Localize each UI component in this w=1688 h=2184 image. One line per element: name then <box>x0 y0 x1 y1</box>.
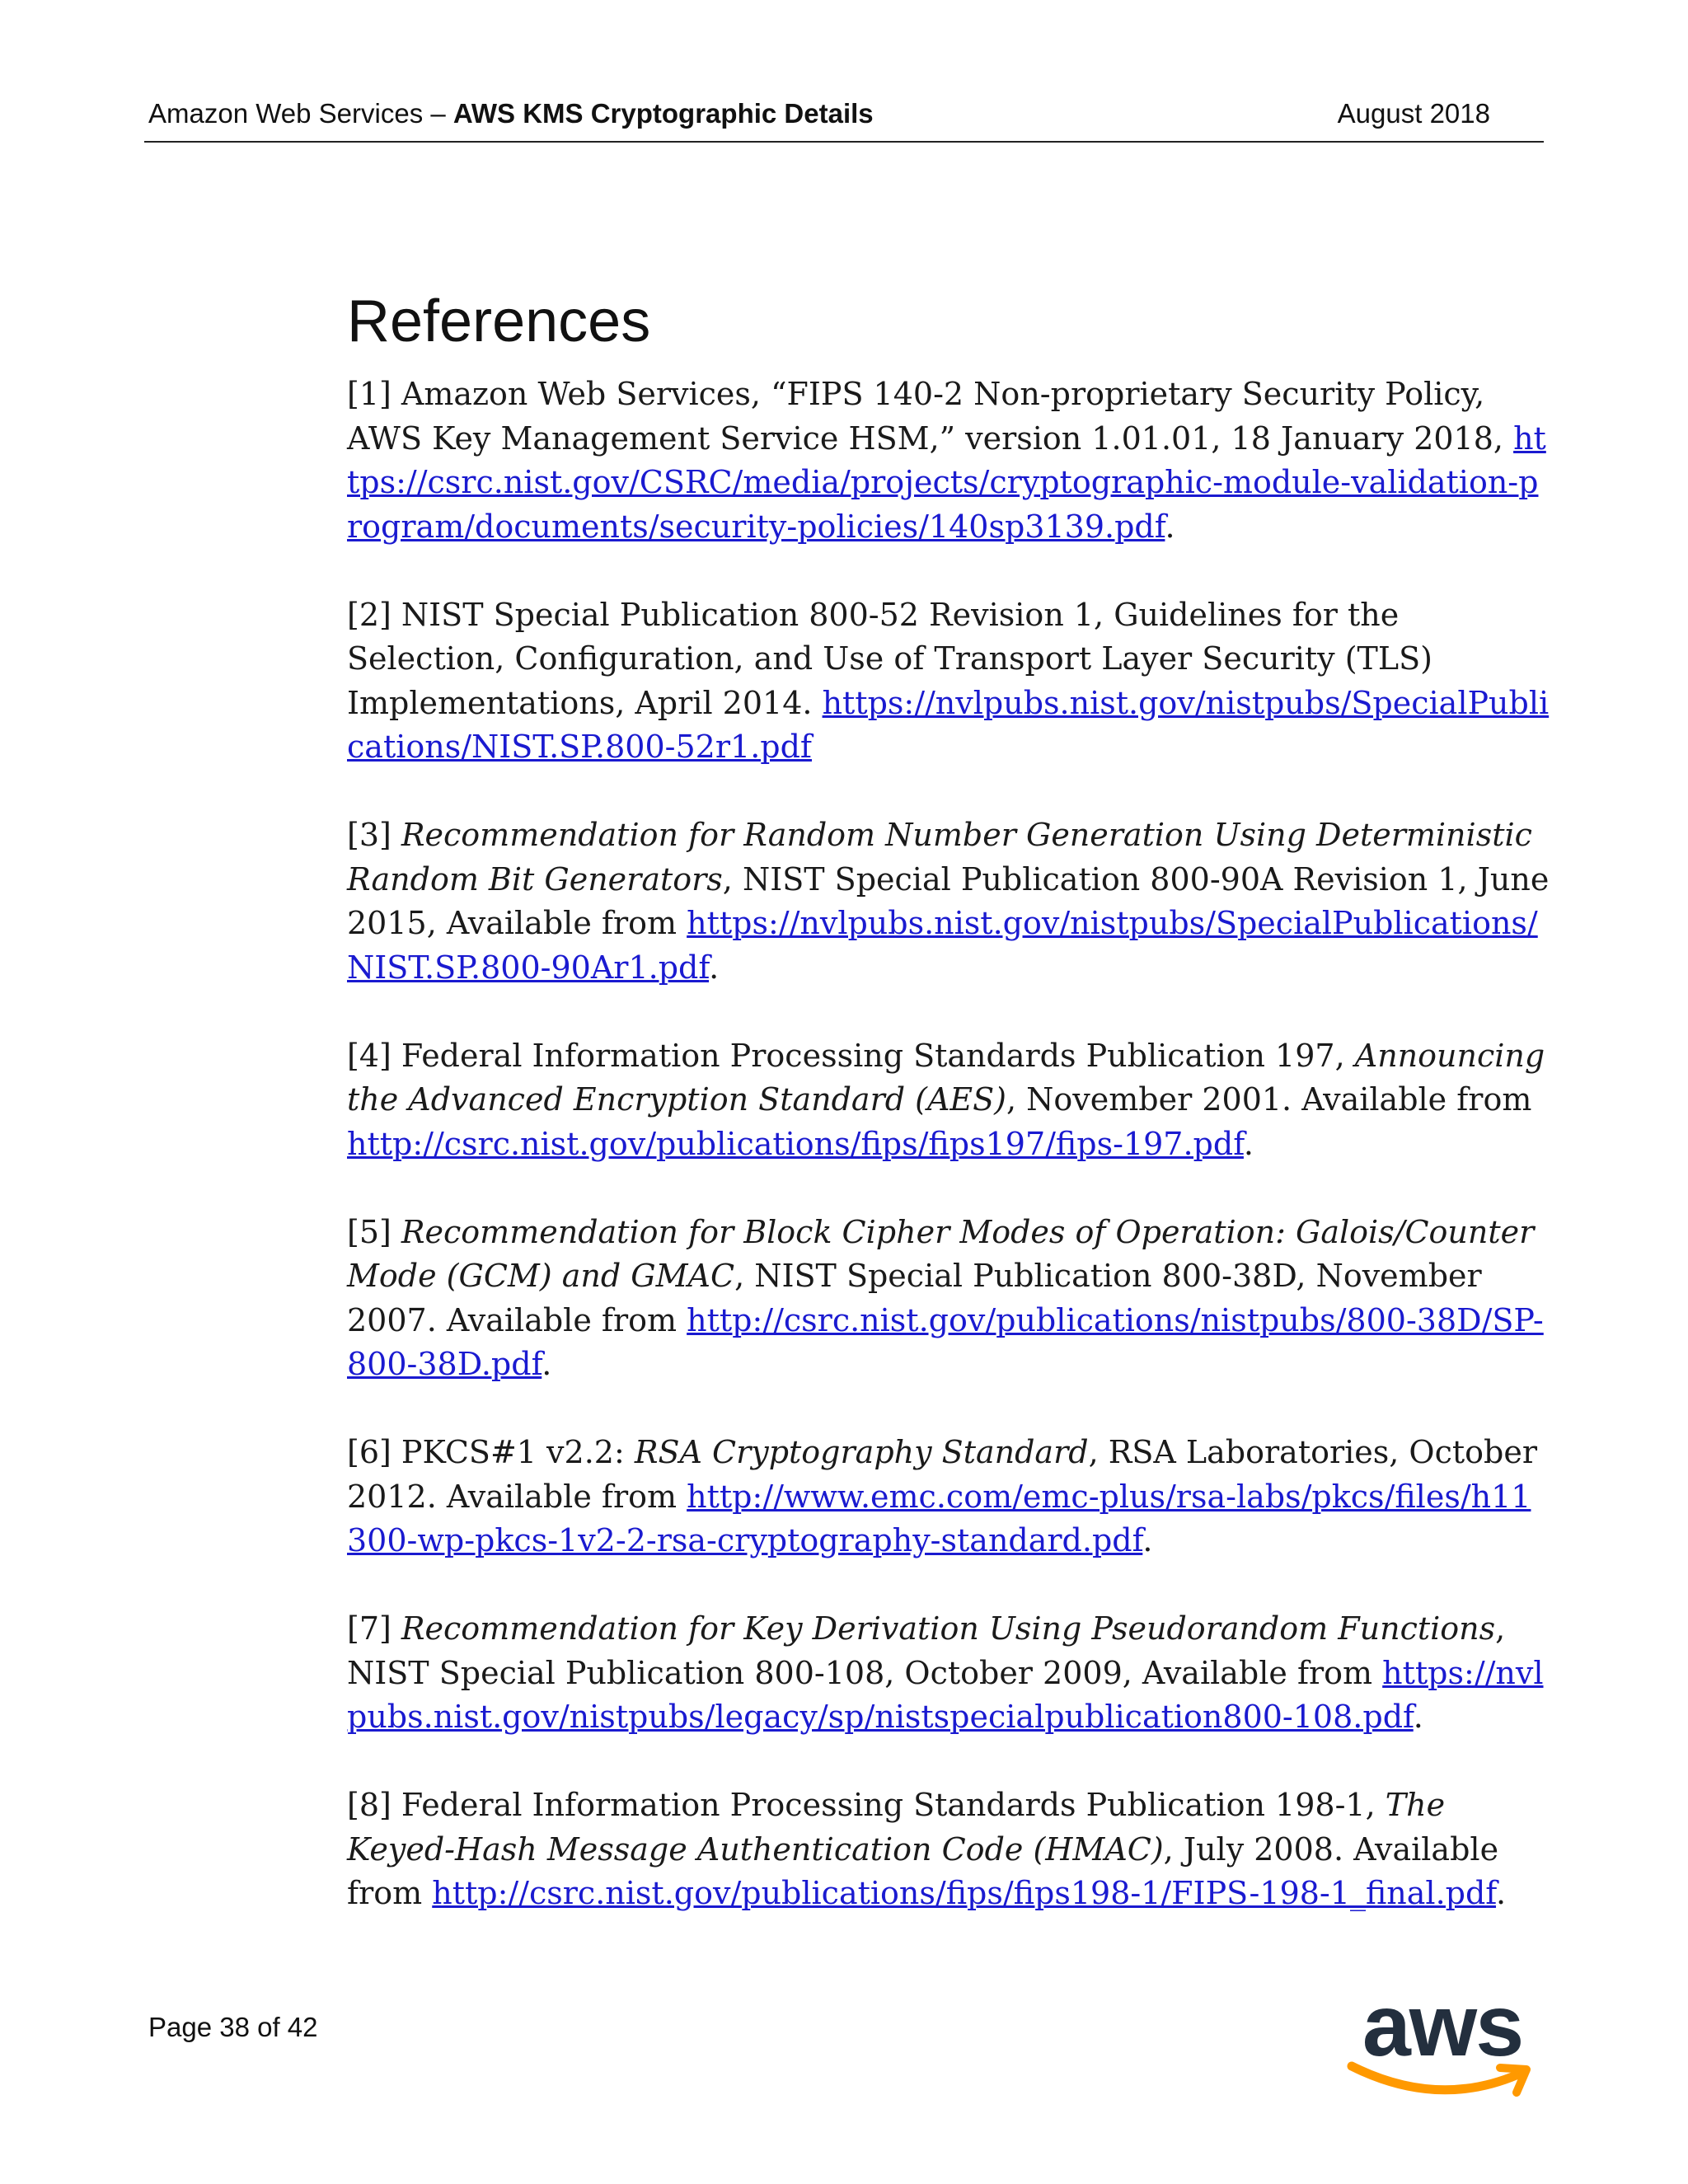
reference-title: Announcing the Advanced Encryption Standard (AES) <box>347 1037 1545 1118</box>
reference-text: [5] <box>347 1213 401 1250</box>
reference-title: Recommendation for Random Number Generation Using Deterministic Random Bit Generators <box>347 817 1532 898</box>
reference-details: , NIST Special Publication 800-90A Revision 1, June 2015, Available from <box>347 860 1550 941</box>
reference-text: [4] Federal Information Processing Standards Publication 197, <box>347 1037 1355 1074</box>
reference-item <box>347 593 1550 770</box>
reference-title: Recommendation for Key Derivation Using Pseudorandom Functions <box>401 1610 1496 1647</box>
reference-item <box>347 1211 1550 1387</box>
reference-item <box>347 373 1550 549</box>
reference-punctuation: . <box>542 1346 552 1382</box>
header-divider <box>144 141 1544 143</box>
reference-link[interactable]: http://csrc.nist.gov/publications/nistpubs/800-38D/SP-800-38D.pdf <box>347 1301 1544 1382</box>
reference-title: The Keyed-Hash Message Authentication Code (HMAC) <box>347 1787 1446 1868</box>
reference-link[interactable]: http://csrc.nist.gov/publications/fips/fips197/fips-197.pdf <box>347 1125 1244 1162</box>
reference-text: [2] NIST Special Publication 800-52 Revision 1, Guidelines for the Selection, Configuration, and Use of Transport Layer Security (TLS) Implementations, April 2014. <box>347 596 1432 721</box>
reference-punctuation: . <box>1142 1522 1153 1558</box>
references-section <box>347 282 1550 1960</box>
reference-link[interactable]: https://nvlpubs.nist.gov/nistpubs/legacy/sp/nistspecialpublication800-108.pdf <box>347 1654 1544 1735</box>
reference-item <box>347 1034 1550 1167</box>
reference-punctuation: . <box>1496 1875 1507 1911</box>
header-title <box>148 97 874 130</box>
reference-text: [8] Federal Information Processing Standards Publication 198-1, <box>347 1787 1386 1823</box>
reference-item <box>347 1783 1550 1916</box>
reference-title: RSA Cryptography Standard <box>634 1434 1089 1470</box>
reference-punctuation: . <box>1413 1699 1423 1735</box>
reference-text: [3] <box>347 817 401 853</box>
reference-punctuation: . <box>709 949 720 986</box>
reference-punctuation: . <box>1243 1125 1254 1162</box>
page-number: Page 38 of 42 <box>148 2012 318 2042</box>
header-doc-title: AWS KMS Cryptographic Details <box>452 98 874 129</box>
reference-text: [6] PKCS#1 v2.2: <box>347 1434 635 1470</box>
header-prefix: Amazon Web Services – <box>148 98 453 129</box>
aws-logo-text: aws <box>1362 1977 1523 2074</box>
reference-text: [1] Amazon Web Services, “FIPS 140-2 Non-proprietary Security Policy, AWS Key Management Service HSM,” version 1.01.01, 18 January 2018, <box>347 376 1514 457</box>
reference-link[interactable]: http://www.emc.com/emc-plus/rsa-labs/pkcs/files/h11300-wp-pkcs-1v2-2-rsa-cryptography-standard.pdf <box>347 1478 1531 1558</box>
header-date: August 2018 <box>1337 98 1490 129</box>
aws-smile-icon <box>1347 2058 1538 2104</box>
aws-logo <box>1343 1977 1541 2114</box>
reference-link[interactable]: http://csrc.nist.gov/publications/fips/fips198-1/FIPS-198-1_final.pdf <box>432 1875 1497 1911</box>
reference-list <box>347 373 1550 1916</box>
reference-link[interactable]: https://nvlpubs.nist.gov/nistpubs/SpecialPublications/NIST.SP.800-90Ar1.pdf <box>347 905 1538 986</box>
reference-details: , November 2001. Available from <box>1006 1081 1532 1118</box>
reference-item <box>347 1431 1550 1563</box>
reference-link[interactable]: https://nvlpubs.nist.gov/nistpubs/SpecialPublications/NIST.SP.800-52r1.pdf <box>347 684 1550 765</box>
page-header <box>148 97 1490 130</box>
reference-details: , NIST Special Publication 800-38D, November 2007. Available from <box>347 1258 1482 1338</box>
section-title: References <box>347 288 651 354</box>
reference-details: , NIST Special Publication 800-108, October 2009, Available from <box>347 1610 1506 1691</box>
reference-item <box>347 813 1550 990</box>
reference-link[interactable]: https://csrc.nist.gov/CSRC/media/projects/cryptographic-module-validation-program/documents/security-policies/140sp3139.pdf <box>347 419 1546 545</box>
reference-title: Recommendation for Block Cipher Modes of Operation: Galois/Counter Mode (GCM) and GMAC <box>347 1213 1535 1294</box>
reference-item <box>347 1607 1550 1740</box>
reference-text: [7] <box>347 1610 401 1647</box>
reference-punctuation: . <box>1165 508 1175 545</box>
reference-details: , July 2008. Available from <box>347 1830 1499 1911</box>
reference-details: , RSA Laboratories, October 2012. Available from <box>347 1434 1537 1515</box>
